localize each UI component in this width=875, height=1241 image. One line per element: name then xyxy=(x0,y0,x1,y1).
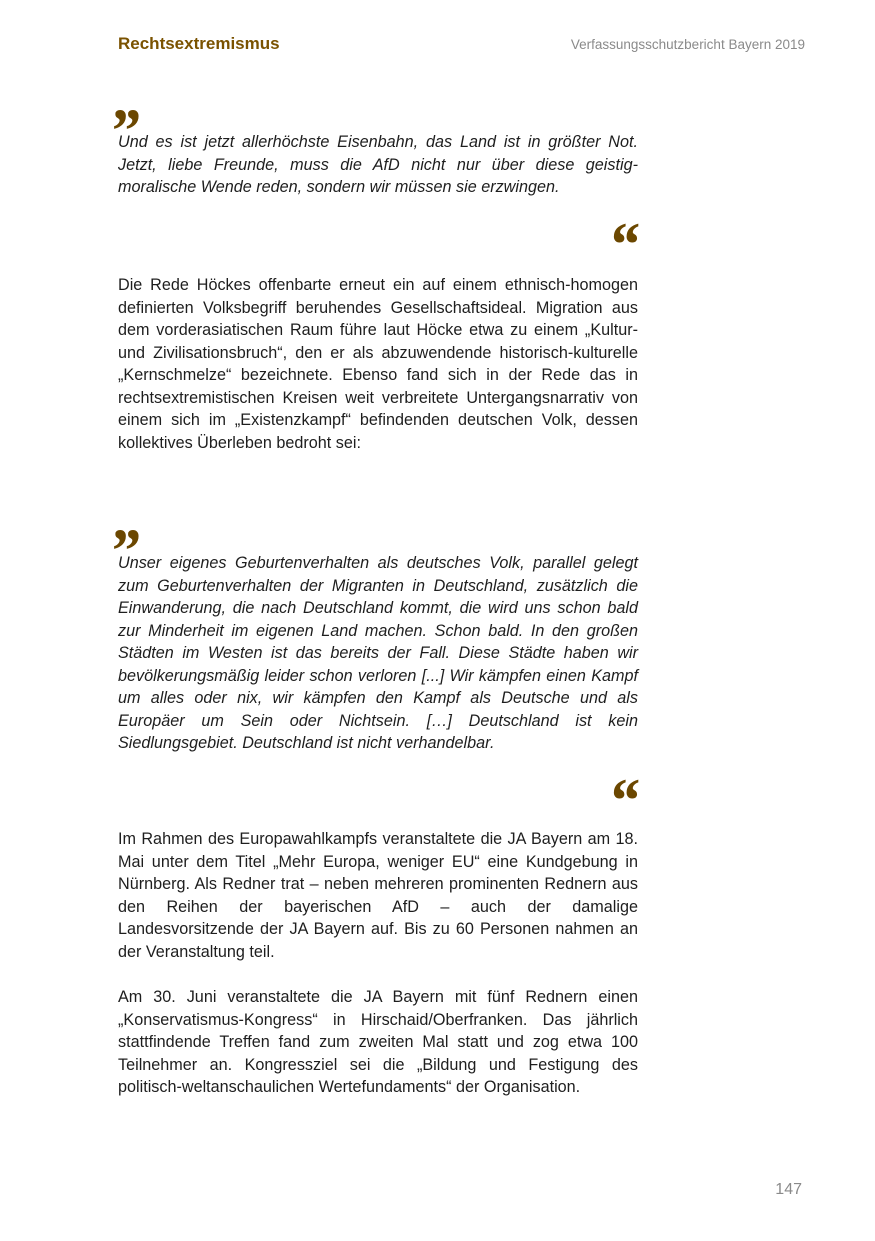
paragraph-2 xyxy=(118,828,638,963)
paragraph-3 xyxy=(118,986,638,1099)
quote-text-2: Unser eigenes Geburtenverhalten als deutsches Volk, parallel gelegt zum Geburtenverhalten der Migranten in Deutschland, zusätzlich die Einwanderung, die nach Deutschland kommt, die wird uns schon bald zur Minderheit im eigenen Land machen. Schon bald. In den großen Städten im Westen ist das bereits der Fall. Diese Städte haben wir bevölkerungsmäßig leider schon verloren [...] Wir kämpfen einen Kampf um alles oder nix, wir kämpfen den Kampf als Deutsche und als Europäer um Sein oder Nichtsein. […] Deutschland ist kein Siedlungsgebiet. Deutschland ist nicht verhandelbar. xyxy=(118,554,638,752)
report-title: Verfassungsschutzbericht Bayern 2019 xyxy=(570,37,805,52)
quote-block-1 xyxy=(118,131,638,199)
paragraph-text-3: Am 30. Juni veranstaltete die JA Bayern mit fünf Rednern einen „Konservatismus-Kongress“ in Hirschaid/Oberfranken. Das jährlich stattfindende Treffen fand zum zweiten Mal statt und zog etwa 100 Teilnehmer an. Kongressziel sei die „Bildung und Festigung des politisch-weltanschaulichen Wertefundaments“ der Organisation. xyxy=(118,988,638,1096)
closing-quote-mark: “ xyxy=(608,767,639,835)
quote-text-1: Und es ist jetzt allerhöchste Eisenbahn, das Land ist in größter Not. Jetzt, liebe Freunde, muss die AfD nicht nur über diese geistig-moralische Wende reden, sondern wir müssen sie erzwingen. xyxy=(118,133,638,196)
closing-quote-mark: “ xyxy=(608,211,639,279)
paragraph-1 xyxy=(118,274,638,454)
paragraph-text-2: Im Rahmen des Europawahlkampfs veranstaltete die JA Bayern am 18. Mai unter dem Titel „Mehr Europa, weniger EU“ eine Kundgebung in Nürnberg. Als Redner trat – neben mehreren prominenten Rednern aus den Reihen der bayerischen AfD – auch der damalige Landesvorsitzende der JA Bayern auf. Bis zu 60 Personen nahmen an der Veranstaltung teil. xyxy=(118,830,638,961)
quote-block-2 xyxy=(118,552,638,755)
section-title: Rechtsextremismus xyxy=(118,34,280,53)
opening-quote-mark: „ xyxy=(114,485,145,553)
opening-quote-mark: „ xyxy=(114,65,145,133)
page-number: 147 xyxy=(775,1181,802,1198)
paragraph-text-1: Die Rede Höckes offenbarte erneut ein auf einem ethnisch-homogen definierten Volksbegriff beruhendes Gesellschaftsideal. Migration aus dem vorderasiatischen Raum führe laut Höcke etwa zu einem „Kultur- und Zivilisationsbruch“, den er als abzuwendende historisch-kulturelle „Kernschmelze“ bezeichnete. Ebenso fand sich in der Rede das in rechtsextremistischen Kreisen weit verbreitete Untergangsnarrativ von einem sich im „Existenzkampf“ befindenden deutschen Volk, dessen kollektives Überleben bedroht sei: xyxy=(118,276,638,452)
